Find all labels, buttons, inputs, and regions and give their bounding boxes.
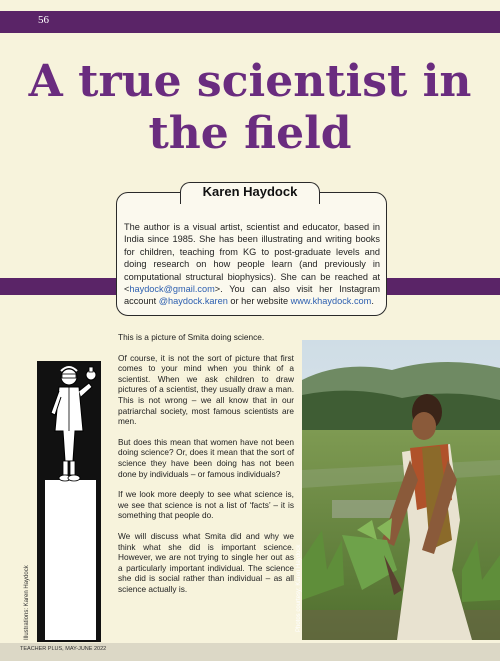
page-number: 56	[38, 14, 49, 26]
article-paragraph: This is a picture of Smita doing science.	[118, 332, 265, 342]
title-line-1: A true scientist in	[28, 56, 472, 107]
article-paragraph: But does this mean that women have not been doing science? Or, does it mean that the sort of science they have been doing has not been done by individuals – or famous individuals?	[118, 436, 294, 479]
article-title	[0, 56, 500, 160]
photo-credit: Photos courtesy: Karen Haydock	[296, 544, 302, 632]
bio-text-3: or her website	[227, 296, 291, 307]
bio-text-4: .	[371, 296, 374, 307]
instagram-link[interactable]: @haydock.karen	[158, 296, 228, 307]
author-bio	[124, 221, 380, 308]
header-bar	[0, 11, 500, 33]
smita-field-photo	[302, 340, 500, 640]
footer-text: TEACHER PLUS, MAY-JUNE 2022	[20, 646, 107, 652]
article-paragraph: Of course, it is not the sort of picture that first comes to your mind when you think of a scientist. When we ask children to draw pictures of a scientist, they usually draw a man. This is not wrong – we all know that in our patriarchal society, most famous scientists are men.	[118, 352, 294, 427]
illustration-credit: Illustrations: Karen Haydock	[24, 565, 30, 640]
scientist-illustration	[37, 361, 101, 486]
field-photo-image	[302, 340, 500, 640]
author-name: Karen Haydock	[202, 184, 298, 199]
bio-text-2: >. You can also visit her Instagram account	[124, 284, 380, 307]
article-paragraph: We will discuss what Smita did and why we think what she did is important science. However, we are not trying to single her out as a particularly important individual. The science she did is social rather than individual – as all science actually is.	[118, 530, 294, 594]
email-link[interactable]: haydock@gmail.com	[129, 284, 215, 295]
title-line-2: the field	[148, 108, 352, 159]
illustration-pedestal	[45, 480, 96, 640]
article-body	[118, 332, 294, 604]
article-paragraph: If we look more deeply to see what science is, we see that science is not a list of ‘facts’ – it is something that people do.	[118, 489, 294, 521]
website-link[interactable]: www.khaydock.com	[290, 296, 372, 307]
bio-text-1: The author is a visual artist, scientist and educator, based in India since 1985. She has been illustrating and writing books for children, teaching from KG to post-graduate levels and doing research on how people learn (and previously in computational structural biophysics). She can be reached at <	[124, 222, 380, 295]
